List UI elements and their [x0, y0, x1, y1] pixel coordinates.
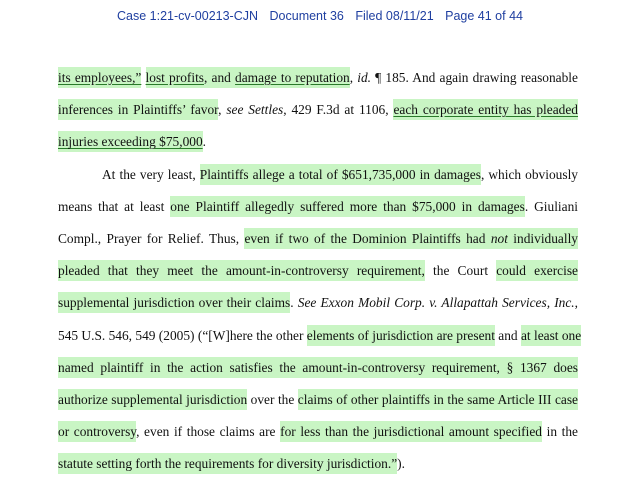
text-segment: . [202, 134, 207, 150]
text-line [58, 126, 578, 158]
text-segment: id. [357, 70, 372, 85]
text-line [58, 384, 578, 416]
highlighted-text: damage to reputation [235, 67, 350, 88]
text-segment: means that at least [58, 198, 171, 214]
text-segment: Compl., Prayer for Relief. Thus, [58, 230, 245, 246]
highlighted-text: statute setting forth the requirements for diversity jurisdiction.” [58, 453, 397, 474]
text-segment: At the very least, [102, 166, 200, 182]
highlighted-text: not [491, 228, 508, 249]
text-segment: . Giuliani [524, 198, 579, 214]
text-segment: , 429 F.3d at 1106, [283, 102, 394, 118]
text-segment: , [218, 102, 227, 118]
highlighted-text: each corporate entity has pleaded [393, 99, 578, 120]
highlighted-text: lost profits [146, 67, 204, 88]
highlighted-text: at least one [521, 325, 581, 346]
highlighted-text: Plaintiffs allege a total of $651,735,000 in damages [200, 164, 481, 185]
highlighted-text: injuries exceeding $75,000 [58, 131, 203, 152]
highlighted-text: or controversy [58, 421, 136, 442]
highlighted-text: its employees,” [58, 67, 141, 88]
text-segment: , which obviously [480, 166, 578, 182]
highlighted-text: claims of other plaintiffs in the same Article III case [298, 389, 578, 410]
text-segment: 545 U.S. 546, 549 (2005) (“[W]here the other [58, 327, 307, 343]
highlighted-text: individually [508, 228, 578, 249]
highlighted-text: even if two of the Dominion Plaintiffs had [244, 228, 490, 249]
text-segment: . [290, 295, 298, 311]
text-segment: the Court [424, 263, 497, 279]
document-header [0, 9, 640, 23]
text-line [58, 287, 578, 319]
highlighted-text: for less than the jurisdictional amount specified [280, 421, 542, 442]
text-segment: in the [542, 424, 578, 440]
text-segment: , [574, 295, 578, 311]
document-number: Document 36 [269, 9, 344, 23]
text-segment: ). [397, 456, 405, 472]
highlighted-text: could exercise [496, 260, 578, 281]
filed-date: Filed 08/11/21 [355, 9, 434, 23]
case-number: Case 1:21-cv-00213-CJN [116, 9, 259, 23]
highlighted-text: named plaintiff in the action satisfies the amount-in-controversy requirement, § 1367 does [58, 357, 578, 378]
text-line [58, 255, 578, 287]
text-segment: ¶ 185. And again drawing reasonable [371, 70, 578, 85]
highlighted-text: authorize supplemental jurisdiction [58, 389, 247, 410]
text-segment: over the [247, 391, 298, 407]
text-segment: , [349, 70, 358, 85]
text-line [58, 159, 578, 191]
text-line [58, 352, 578, 384]
text-line [58, 94, 578, 126]
text-line [58, 62, 578, 94]
text-segment: and [494, 327, 521, 343]
highlighted-text: supplemental jurisdiction over their claims [58, 292, 290, 313]
highlighted-text: inferences in Plaintiffs’ favor [58, 99, 218, 120]
text-segment [141, 70, 145, 85]
document-body [58, 62, 582, 480]
text-segment: see Settles [226, 102, 284, 118]
highlighted-text: elements of jurisdiction are present [307, 325, 495, 346]
highlighted-text: one Plaintiff allegedly suffered more than $75,000 in damages [170, 196, 525, 217]
highlighted-text: pleaded that they meet the amount-in-controversy requirement, [58, 260, 425, 281]
text-line [58, 191, 578, 223]
text-line [58, 448, 578, 480]
text-line [58, 320, 582, 352]
text-line [58, 416, 578, 448]
text-line [58, 223, 578, 255]
page-indicator: Page 41 of 44 [445, 9, 523, 23]
text-segment: , even if those claims are [136, 424, 281, 440]
highlighted-text: , and [204, 67, 235, 88]
text-segment: See Exxon Mobil Corp. v. Allapattah Services, Inc. [297, 295, 575, 311]
